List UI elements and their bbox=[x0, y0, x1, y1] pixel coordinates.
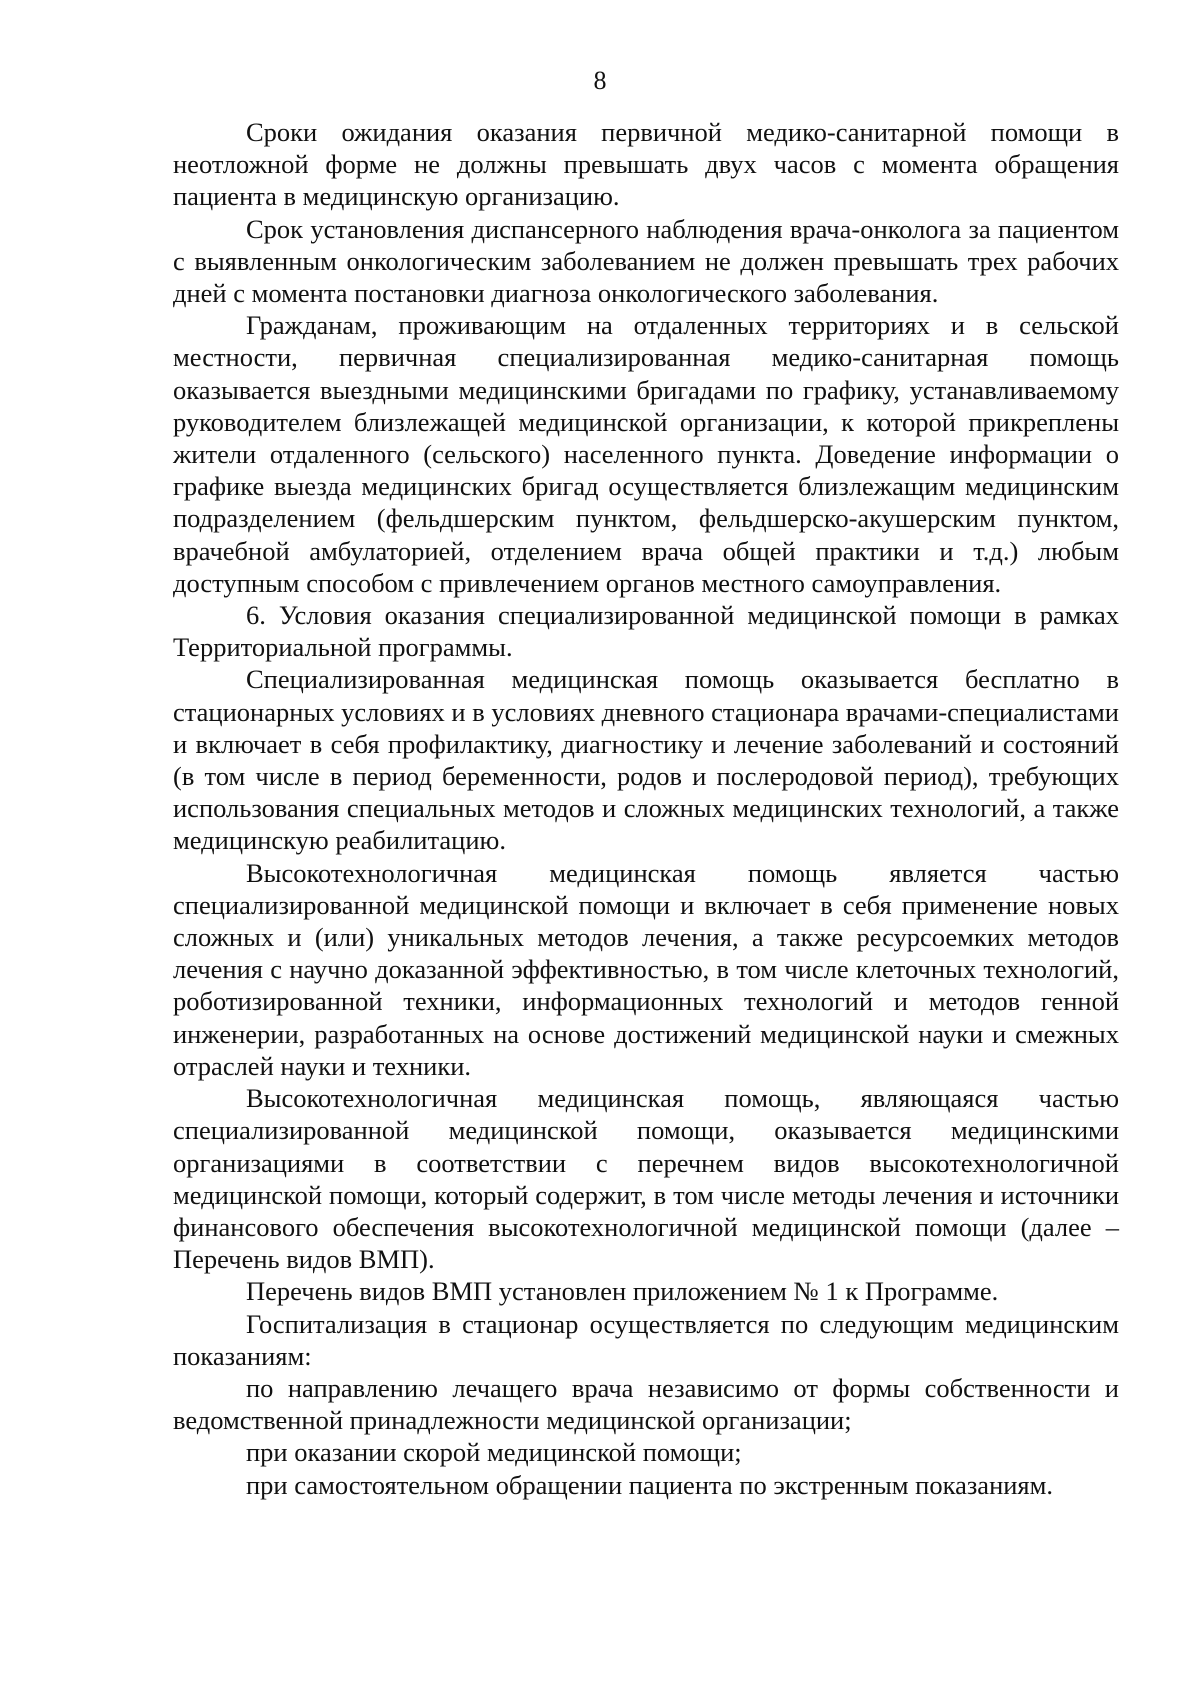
paragraph-remote-territories: Гражданам, проживающим на отдаленных территориях и в сельской местности, первичная специализированная медико-санитарная помощь оказывается выездными медицинскими бригадами по графику, устанавливаемому руководителем близлежащей медицинской организации, к которой прикреплены жители отдаленного (сельского) населенного пункта. Доведение информации о графике выезда медицинских бригад осуществляется близлежащим медицинским подразделением (фельдшерским пунктом, фельдшерско-акушерским пунктом, врачебной амбулаторией, отделением врача общей практики и т.д.) любым доступным способом с привлечением органов местного самоуправления. bbox=[173, 310, 1119, 598]
paragraph-waiting-time-urgent: Сроки ожидания оказания первичной медико-санитарной помощи в неотложной форме не должны превышать двух часов с момента обращения пациента в медицинскую организацию. bbox=[173, 117, 1119, 212]
section-heading-specialized-care: 6. Условия оказания специализированной медицинской помощи в рамках Территориальной программы. bbox=[173, 600, 1119, 663]
paragraph-oncology-observation: Срок установления диспансерного наблюдения врача-онколога за пациентом с выявленным онкологическим заболеванием не должен превышать трех рабочих дней с момента постановки диагноза онкологического заболевания. bbox=[173, 213, 1119, 309]
list-item-self-referral: при самостоятельном обращении пациента по экстренным показаниям. bbox=[246, 1469, 1054, 1500]
paragraph-hospitalization-indications: Госпитализация в стационар осуществляется по следующим медицинским показаниям: bbox=[173, 1308, 1119, 1371]
paragraph-vmp-list: Перечень видов ВМП установлен приложением № 1 к Программе. bbox=[246, 1276, 999, 1307]
body-text bbox=[173, 116, 1119, 1501]
page-number: 8 bbox=[593, 66, 607, 95]
list-item-emergency-care: при оказании скорой медицинской помощи; bbox=[246, 1437, 742, 1468]
list-item-referral: по направлению лечащего врача независимо от формы собственности и ведомственной принадлежности медицинской организации; bbox=[173, 1372, 1119, 1436]
paragraph-high-tech-care-provision: Высокотехнологичная медицинская помощь, являющаяся частью специализированной медицинской помощи, оказывается медицинскими организациями в соответствии с перечнем видов высокотехнологичной медицинской помощи, который содержит, в том числе методы лечения и источники финансового обеспечения высокотехнологичной медицинской помощи (далее – Перечень видов ВМП). bbox=[173, 1083, 1119, 1275]
paragraph-high-tech-care-definition: Высокотехнологичная медицинская помощь является частью специализированной медицинской помощи и включает в себя применение новых сложных и (или) уникальных методов лечения, а также ресурсоемких методов лечения с научно доказанной эффективностью, в том числе клеточных технологий, роботизированной техники, информационных технологий и методов генной инженерии, разработанных на основе достижений медицинской науки и смежных отраслей науки и техники. bbox=[173, 857, 1119, 1081]
paragraph-specialized-care: Специализированная медицинская помощь оказывается бесплатно в стационарных условиях и в условиях дневного стационара врачами-специалистами и включает в себя профилактику, диагностику и лечение заболеваний и состояний (в том числе в период беременности, родов и послеродовой период), требующих использования специальных методов и сложных медицинских технологий, а также медицинскую реабилитацию. bbox=[173, 664, 1119, 856]
